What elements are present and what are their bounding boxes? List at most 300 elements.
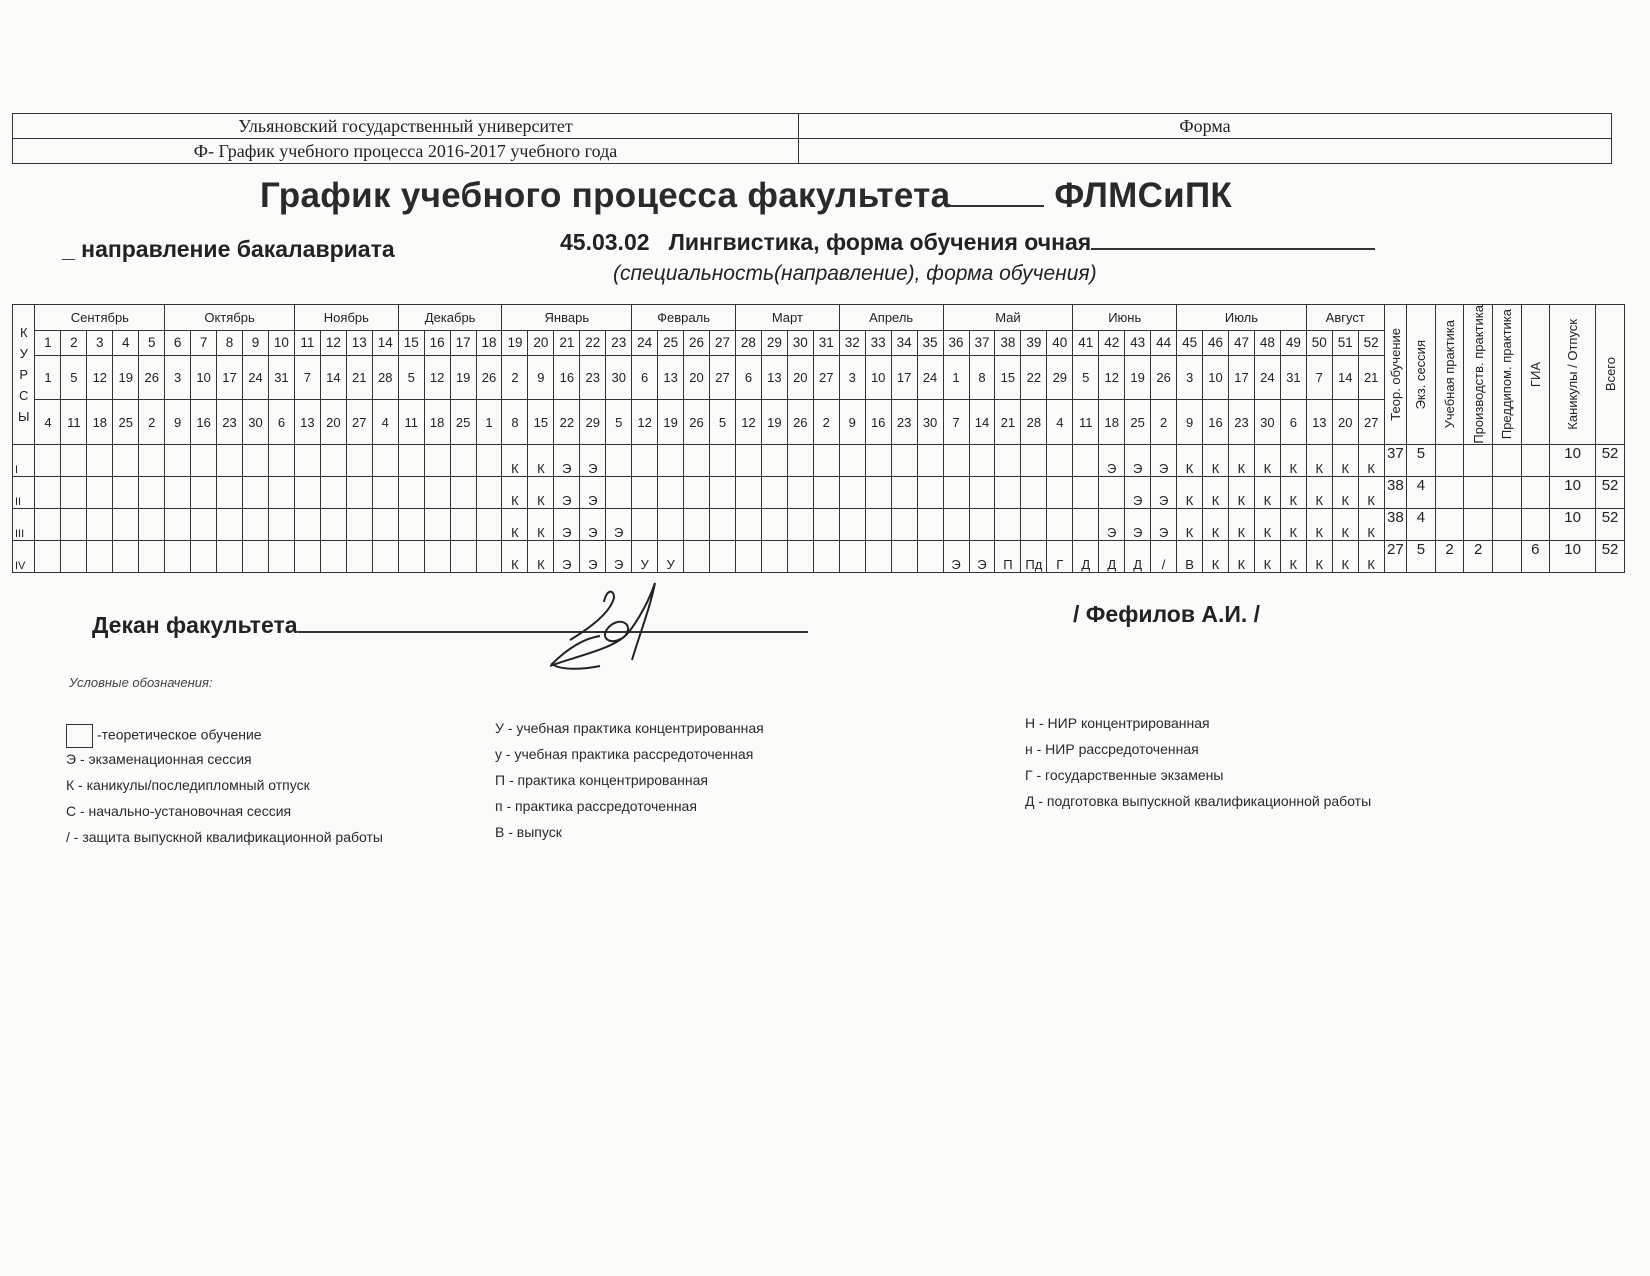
week-start-date: 12 (424, 356, 450, 400)
week-cell (761, 540, 787, 572)
month-header: Август (1306, 305, 1384, 331)
week-cell: К (1177, 508, 1203, 540)
week-cell: К (1358, 540, 1384, 572)
week-cell (658, 508, 684, 540)
week-cell (658, 444, 684, 476)
week-cell (684, 476, 710, 508)
week-cell: Э (1125, 444, 1151, 476)
week-cell: У (658, 540, 684, 572)
week-cell: К (1228, 508, 1254, 540)
week-cell (139, 508, 165, 540)
kurs-label: IV (13, 540, 35, 572)
week-start-date: 6 (735, 356, 761, 400)
week-number: 29 (761, 330, 787, 356)
summary-cell: 2 (1464, 540, 1493, 572)
legend-column-1 (66, 724, 383, 855)
direction-label: _ направление бакалавриата (62, 236, 395, 262)
week-cell (943, 476, 969, 508)
week-start-date: 14 (1332, 356, 1358, 400)
summary-cell: 37 (1384, 444, 1406, 476)
kurs-label: III (13, 508, 35, 540)
week-cell (398, 476, 424, 508)
week-cell (1073, 508, 1099, 540)
week-cell (217, 476, 243, 508)
week-cell (813, 444, 839, 476)
week-start-date: 9 (528, 356, 554, 400)
table-row (13, 540, 1625, 572)
week-cell (735, 508, 761, 540)
week-cell (61, 540, 87, 572)
summary-cell: 10 (1550, 508, 1596, 540)
week-cell (165, 476, 191, 508)
week-cell: К (1228, 476, 1254, 508)
week-number: 43 (1125, 330, 1151, 356)
week-start-date: 20 (684, 356, 710, 400)
week-end-date: 16 (191, 400, 217, 444)
week-cell: Э (1099, 444, 1125, 476)
week-number: 13 (346, 330, 372, 356)
week-cell (476, 444, 502, 476)
week-start-date: 10 (1203, 356, 1229, 400)
week-cell (346, 540, 372, 572)
summary-cell: 4 (1407, 476, 1436, 508)
week-cell (87, 444, 113, 476)
month-header: Июнь (1073, 305, 1177, 331)
week-end-date: 23 (217, 400, 243, 444)
week-cell: К (502, 444, 528, 476)
week-cell (268, 444, 294, 476)
week-start-date: 22 (1021, 356, 1047, 400)
week-number: 32 (839, 330, 865, 356)
legend-item: П - практика концентрированная (495, 772, 708, 788)
week-cell: Э (1099, 508, 1125, 540)
week-cell (1073, 476, 1099, 508)
week-cell (710, 540, 736, 572)
week-end-date: 18 (424, 400, 450, 444)
week-end-date: 13 (294, 400, 320, 444)
week-cell (658, 476, 684, 508)
week-end-date: 22 (554, 400, 580, 444)
week-cell (35, 508, 61, 540)
week-end-date: 20 (320, 400, 346, 444)
week-end-date: 8 (502, 400, 528, 444)
week-end-date: 25 (450, 400, 476, 444)
summary-cell (1464, 508, 1493, 540)
week-cell: К (1254, 540, 1280, 572)
legend-item: К - каникулы/последипломный отпуск (66, 777, 310, 793)
summary-cell: 10 (1550, 540, 1596, 572)
week-cell (191, 540, 217, 572)
week-start-date: 27 (813, 356, 839, 400)
week-end-date: 12 (632, 400, 658, 444)
summary-cell (1492, 444, 1521, 476)
week-end-date: 23 (891, 400, 917, 444)
week-start-date: 20 (787, 356, 813, 400)
week-cell (891, 476, 917, 508)
form-empty-cell (799, 139, 1612, 164)
week-start-date: 30 (606, 356, 632, 400)
week-end-date: 9 (165, 400, 191, 444)
week-number: 1 (35, 330, 61, 356)
faculty-name: ФЛМСиПК (1054, 176, 1233, 215)
summary-cell (1464, 444, 1493, 476)
week-cell: К (1280, 508, 1306, 540)
week-cell (113, 540, 139, 572)
week-end-date: 16 (1203, 400, 1229, 444)
week-cell: К (1332, 476, 1358, 508)
week-cell (917, 508, 943, 540)
week-cell (684, 540, 710, 572)
summary-header (1596, 305, 1625, 445)
summary-cell (1435, 508, 1464, 540)
week-cell: Д (1099, 540, 1125, 572)
summary-header (1550, 305, 1596, 445)
week-start-date: 29 (1047, 356, 1073, 400)
week-cell (294, 444, 320, 476)
week-end-date: 13 (1306, 400, 1332, 444)
week-start-date: 24 (243, 356, 269, 400)
week-cell (632, 444, 658, 476)
week-start-date: 3 (165, 356, 191, 400)
week-cell (346, 476, 372, 508)
week-cell (372, 444, 398, 476)
summary-cell (1435, 444, 1464, 476)
program-name: Лингвистика, форма обучения очная (668, 229, 1092, 255)
summary-cell: 52 (1596, 540, 1625, 572)
legend-column-3 (1025, 715, 1371, 819)
week-end-date: 4 (372, 400, 398, 444)
month-header: Февраль (632, 305, 736, 331)
week-cell (1099, 476, 1125, 508)
week-cell (268, 540, 294, 572)
week-end-date: 21 (995, 400, 1021, 444)
week-number: 25 (658, 330, 684, 356)
week-number: 2 (61, 330, 87, 356)
week-start-date: 6 (632, 356, 658, 400)
week-cell: Э (606, 508, 632, 540)
week-cell (761, 476, 787, 508)
week-cell (191, 476, 217, 508)
summary-header-text: Всего (1602, 357, 1618, 392)
week-start-date: 12 (1099, 356, 1125, 400)
week-cell: К (1306, 444, 1332, 476)
week-end-date: 6 (268, 400, 294, 444)
week-end-date: 29 (580, 400, 606, 444)
table-row (13, 476, 1625, 508)
summary-header-text: Учебная практика (1442, 320, 1458, 429)
title-underline (950, 177, 1044, 207)
week-start-date: 23 (580, 356, 606, 400)
summary-header (1521, 305, 1550, 445)
dean-line (92, 612, 808, 639)
week-number: 33 (865, 330, 891, 356)
legend-item: Э - экзаменационная сессия (66, 751, 252, 767)
week-number: 16 (424, 330, 450, 356)
week-number: 18 (476, 330, 502, 356)
week-cell (450, 444, 476, 476)
week-number: 51 (1332, 330, 1358, 356)
week-cell: В (1177, 540, 1203, 572)
form-header (12, 113, 1612, 164)
week-number: 47 (1228, 330, 1254, 356)
week-cell (243, 508, 269, 540)
week-cell (398, 508, 424, 540)
summary-cell: 2 (1435, 540, 1464, 572)
kurs-header: К У Р С Ы (13, 305, 35, 445)
week-cell (320, 540, 346, 572)
week-cell (917, 476, 943, 508)
week-cell: Пд (1021, 540, 1047, 572)
week-start-date: 31 (1280, 356, 1306, 400)
legend-item: -теоретическое обучение (66, 724, 383, 751)
legend-item: С - начально-установочная сессия (66, 803, 292, 819)
week-cell: К (1358, 444, 1384, 476)
legend-item: у - учебная практика рассредоточенная (495, 746, 754, 762)
week-end-date: 27 (346, 400, 372, 444)
program-code: 45.03.02 (560, 229, 650, 255)
week-cell (372, 540, 398, 572)
week-end-date: 9 (839, 400, 865, 444)
week-cell (268, 476, 294, 508)
week-cell (865, 476, 891, 508)
week-cell (87, 476, 113, 508)
week-number: 22 (580, 330, 606, 356)
kurs-label: II (13, 476, 35, 508)
week-start-date: 5 (1073, 356, 1099, 400)
week-cell: Г (1047, 540, 1073, 572)
summary-header-text: Преддипом. практика (1499, 309, 1515, 440)
week-cell: Э (606, 540, 632, 572)
week-cell (917, 444, 943, 476)
week-cell: К (1332, 540, 1358, 572)
week-cell (346, 444, 372, 476)
week-cell (787, 508, 813, 540)
week-start-date: 26 (139, 356, 165, 400)
week-cell (813, 508, 839, 540)
week-start-date: 21 (346, 356, 372, 400)
week-cell: К (1203, 444, 1229, 476)
week-end-date: 20 (1332, 400, 1358, 444)
week-cell (372, 476, 398, 508)
summary-header-text: Каникулы / Отпуск (1565, 318, 1581, 430)
legend-item: Д - подготовка выпускной квалификационной работы (1025, 793, 1372, 809)
week-cell (943, 508, 969, 540)
week-cell: Э (943, 540, 969, 572)
week-cell (813, 540, 839, 572)
summary-cell: 38 (1384, 508, 1406, 540)
week-end-date: 26 (787, 400, 813, 444)
week-cell (710, 508, 736, 540)
week-end-date: 5 (606, 400, 632, 444)
week-cell: / (1151, 540, 1177, 572)
week-cell (294, 540, 320, 572)
week-number: 42 (1099, 330, 1125, 356)
week-cell: К (1280, 476, 1306, 508)
week-cell (1047, 476, 1073, 508)
week-cell: К (528, 540, 554, 572)
month-header: Май (943, 305, 1073, 331)
week-cell (294, 476, 320, 508)
week-cell (320, 476, 346, 508)
page-title: График учебного процесса факультета ФЛМСиПК (260, 176, 1233, 215)
week-end-date: 1 (476, 400, 502, 444)
week-cell (113, 476, 139, 508)
week-cell: К (1332, 444, 1358, 476)
week-end-date: 12 (735, 400, 761, 444)
week-cell (243, 476, 269, 508)
week-start-date: 14 (320, 356, 346, 400)
week-cell (398, 444, 424, 476)
week-cell (969, 444, 995, 476)
week-start-date: 7 (294, 356, 320, 400)
document-title: Ф- График учебного процесса 2016-2017 учебного года (13, 139, 799, 164)
week-end-date: 14 (969, 400, 995, 444)
week-number: 14 (372, 330, 398, 356)
legend-column-2 (495, 720, 764, 850)
week-cell (684, 444, 710, 476)
week-number: 20 (528, 330, 554, 356)
week-end-date: 11 (398, 400, 424, 444)
week-cell (243, 540, 269, 572)
week-cell: Э (554, 508, 580, 540)
month-header: Апрель (839, 305, 943, 331)
week-cell (1047, 444, 1073, 476)
week-cell: К (528, 476, 554, 508)
theory-box-icon (66, 724, 93, 748)
week-cell (865, 508, 891, 540)
week-end-date: 18 (87, 400, 113, 444)
week-cell: К (502, 540, 528, 572)
week-number: 19 (502, 330, 528, 356)
week-cell: К (1306, 476, 1332, 508)
week-cell: К (1280, 444, 1306, 476)
week-cell (1021, 508, 1047, 540)
week-end-date: 6 (1280, 400, 1306, 444)
week-cell: Э (1125, 476, 1151, 508)
week-cell (139, 540, 165, 572)
week-number: 44 (1151, 330, 1177, 356)
week-cell (1021, 444, 1047, 476)
summary-cell: 38 (1384, 476, 1406, 508)
week-cell (995, 476, 1021, 508)
week-cell (761, 444, 787, 476)
week-number: 17 (450, 330, 476, 356)
program-subtitle: (специальность(направление), форма обучения) (613, 262, 1097, 285)
week-start-date: 17 (891, 356, 917, 400)
summary-cell: 5 (1407, 540, 1436, 572)
legend-item: У - учебная практика концентрированная (495, 720, 764, 736)
week-cell (839, 508, 865, 540)
week-cell (424, 476, 450, 508)
week-cell: Э (1151, 444, 1177, 476)
week-number: 9 (243, 330, 269, 356)
week-cell: Э (1151, 508, 1177, 540)
week-cell (813, 476, 839, 508)
week-number: 31 (813, 330, 839, 356)
summary-cell: 52 (1596, 476, 1625, 508)
week-number: 40 (1047, 330, 1073, 356)
week-cell (191, 444, 217, 476)
week-number: 49 (1280, 330, 1306, 356)
week-cell (1073, 444, 1099, 476)
week-cell (113, 444, 139, 476)
week-cell: Э (1125, 508, 1151, 540)
week-number: 46 (1203, 330, 1229, 356)
summary-header-text: Экз. сессия (1413, 339, 1429, 410)
week-cell: Э (969, 540, 995, 572)
week-number: 30 (787, 330, 813, 356)
week-end-date: 23 (1228, 400, 1254, 444)
schedule-table (12, 304, 1625, 573)
kurs-label: I (13, 444, 35, 476)
week-cell (761, 508, 787, 540)
week-number: 27 (710, 330, 736, 356)
week-cell (139, 444, 165, 476)
week-cell: К (1228, 444, 1254, 476)
week-number: 37 (969, 330, 995, 356)
week-cell: Д (1073, 540, 1099, 572)
legend-item: п - практика рассредоточенная (495, 798, 697, 814)
week-cell (476, 540, 502, 572)
week-cell: К (1203, 508, 1229, 540)
week-cell: К (1177, 444, 1203, 476)
week-number: 15 (398, 330, 424, 356)
week-cell (865, 540, 891, 572)
week-number: 26 (684, 330, 710, 356)
week-cell: К (502, 508, 528, 540)
summary-cell: 4 (1407, 508, 1436, 540)
week-cell (891, 444, 917, 476)
week-end-date: 15 (528, 400, 554, 444)
week-cell (839, 476, 865, 508)
week-end-date: 2 (1151, 400, 1177, 444)
week-start-date: 26 (476, 356, 502, 400)
week-cell: Д (1125, 540, 1151, 572)
week-cell (476, 508, 502, 540)
month-header: Июль (1177, 305, 1307, 331)
week-number: 35 (917, 330, 943, 356)
week-cell (320, 508, 346, 540)
week-cell (735, 540, 761, 572)
week-start-date: 24 (1254, 356, 1280, 400)
week-number: 52 (1358, 330, 1384, 356)
month-header: Декабрь (398, 305, 502, 331)
week-start-date: 8 (969, 356, 995, 400)
week-cell (35, 540, 61, 572)
week-number: 10 (268, 330, 294, 356)
week-cell: К (1203, 540, 1229, 572)
week-cell (61, 444, 87, 476)
month-header: Ноябрь (294, 305, 398, 331)
week-cell (1021, 476, 1047, 508)
week-end-date: 16 (865, 400, 891, 444)
week-cell (320, 444, 346, 476)
week-end-date: 7 (943, 400, 969, 444)
week-cell (450, 540, 476, 572)
form-label: Форма (799, 114, 1612, 139)
week-cell (61, 508, 87, 540)
program-underline (1091, 228, 1375, 250)
week-start-date: 5 (61, 356, 87, 400)
week-number: 48 (1254, 330, 1280, 356)
week-cell: К (1306, 508, 1332, 540)
summary-cell: 27 (1384, 540, 1406, 572)
week-end-date: 9 (1177, 400, 1203, 444)
week-start-date: 28 (372, 356, 398, 400)
week-number: 7 (191, 330, 217, 356)
week-cell: К (528, 508, 554, 540)
week-number: 38 (995, 330, 1021, 356)
